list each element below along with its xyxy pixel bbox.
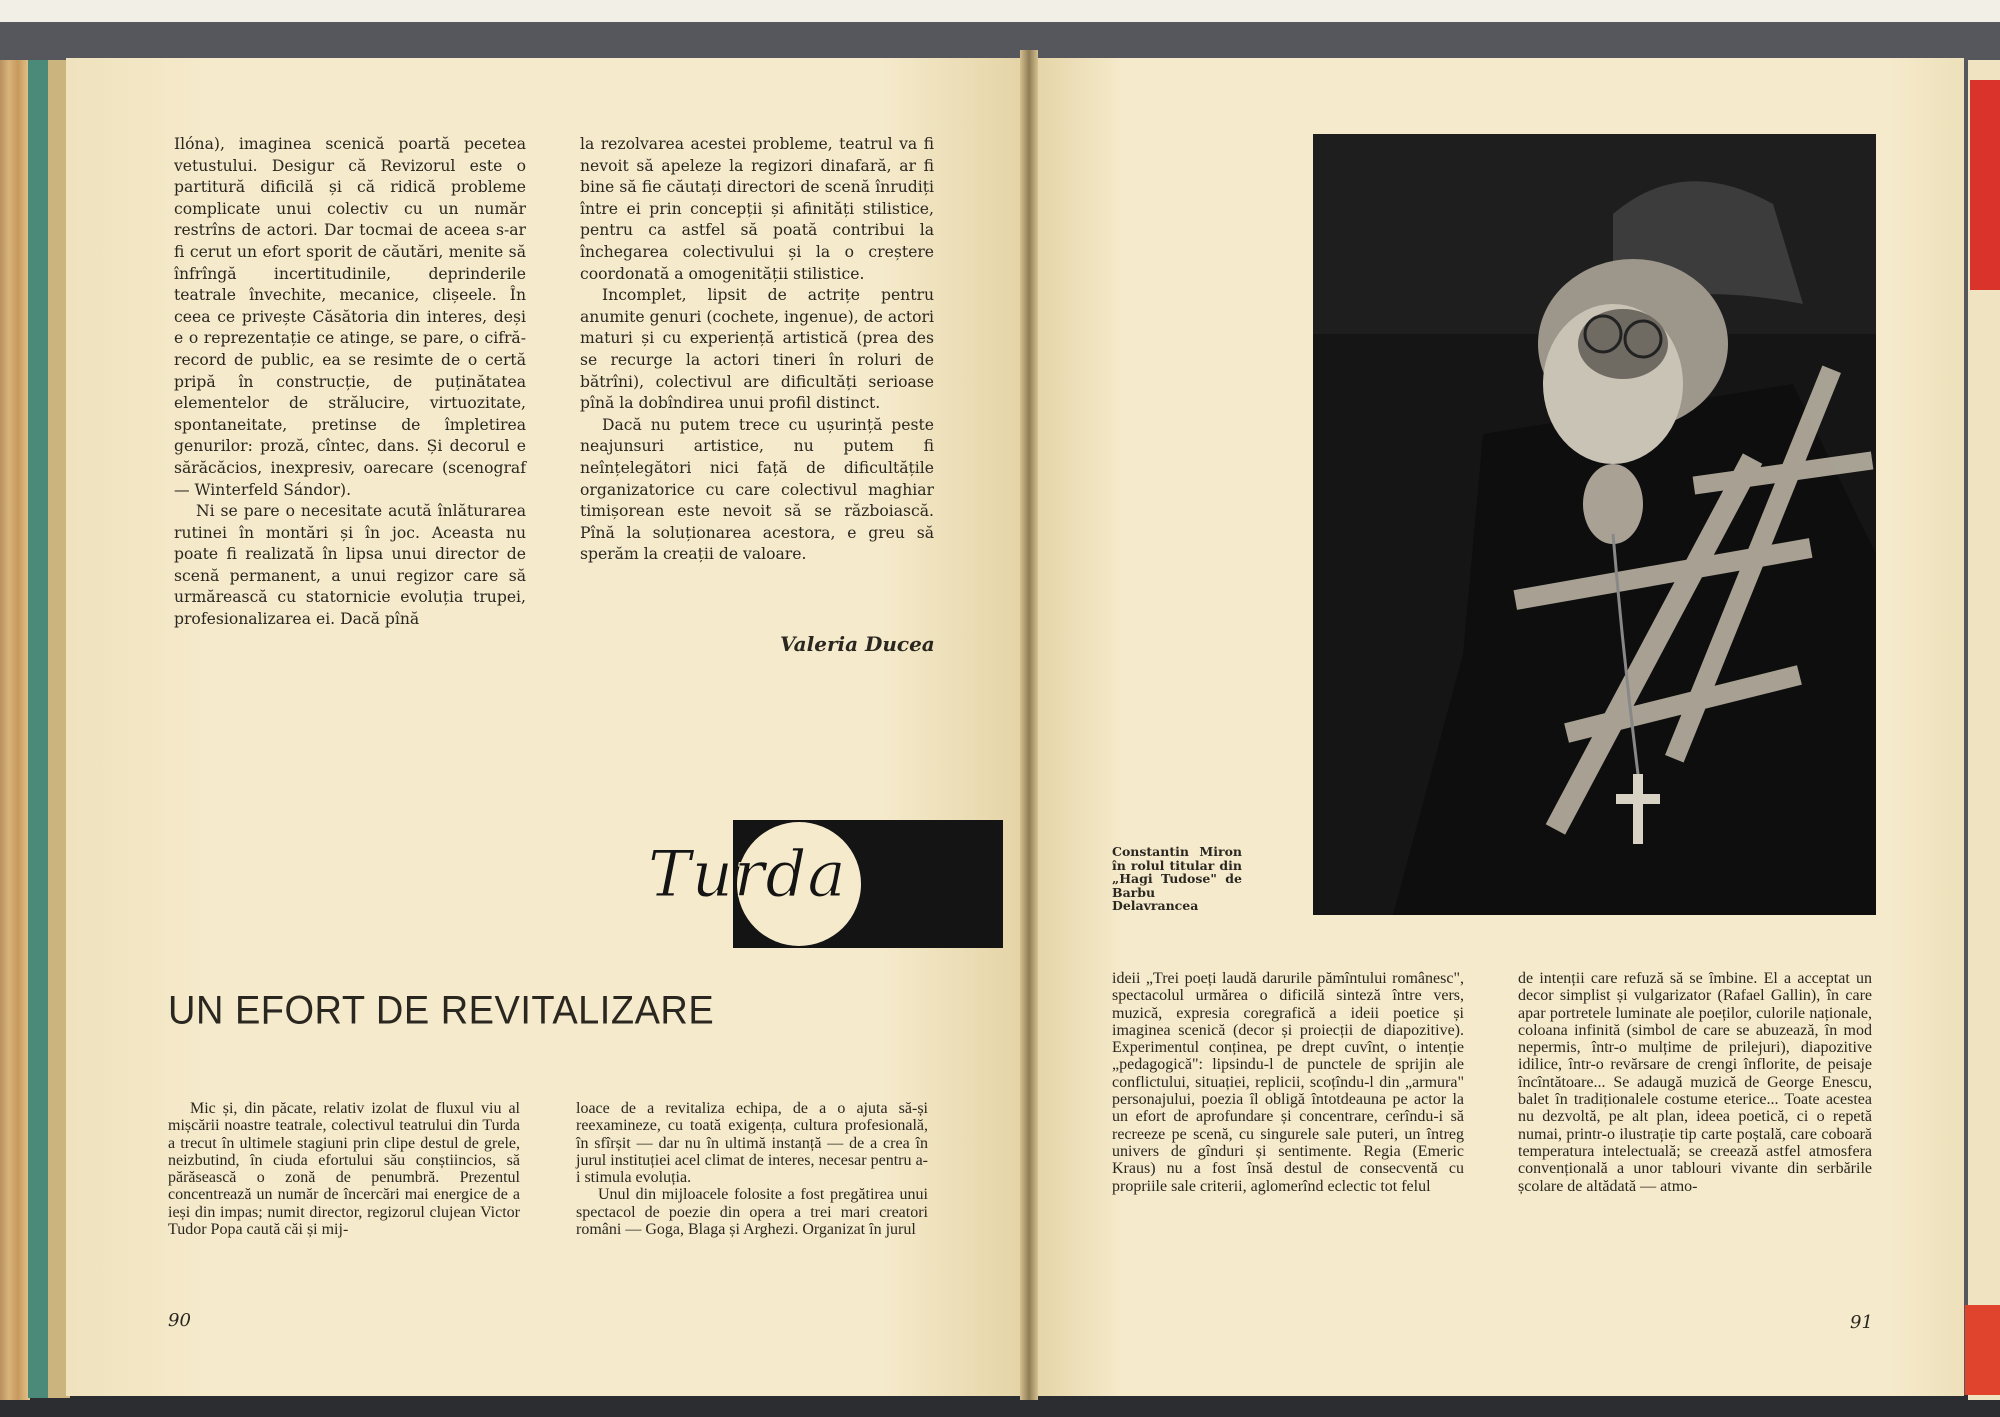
paragraph: ideii „Trei poeți laudă darurile pămîntului românesc", spectacolul urmărea o dificilă sinteză între vers, muzică, expresia coregrafică a ideii poetice și imaginea scenică (decor și proiecții de diapozitive). Experimentul conținea, pe drept cuvînt, o intenție „pedagogică": lipsindu-l de punctele de sprijin ale conflictului, situației, replicii, scoțîndu-l din „armura" personajului, poezia îl obligă întotdeauna pe actor la un efort de aprofundare și concentrare, cerîndu-i să recreeze pe scenă, cu singurele sale puteri, un întreg univers de gînduri și sentimente. Regia (Emeric Kraus) nu a fost însă destul de consecventă cu propriile sale criterii, aglomerînd eclectic tot felul (1112, 970, 1464, 1195)
scan-top-margin (0, 0, 2000, 22)
page-number-left: 90 (168, 1310, 191, 1331)
paragraph: Unul din mijloacele folosite a fost pregătirea unui spectacol de poezie din opera a trei mari creatori români — Goga, Blaga și Arghezi. Organizat în jurul (576, 1186, 928, 1239)
paragraph: de intenții care refuză să se îmbine. El a acceptat un decor simplist și vulgarizator (Rafael Gallin), în care apar portretele luminate ale poeților, culorile naționale, coloana infinită (simbol de care se abuzează, în mod nepermis, într-o mulțime de prilejuri), diapozitive idilice, într-o revărsare de crengi înflorite, de peisaje încîntătoare... Se adaugă muzică de George Enescu, balet în tradiționalele costume eterice... Toate acestea nu dezvoltă, pe alt plan, ideea poetică, ci o repetă numai, printr-o ilustrație tip carte poștală, care coboară temperatura intelectuală; se creează astfel atmosfera convențională a unor tablouri vivante din serbările școlare de altădată — atmo- (1518, 970, 1872, 1195)
paragraph: Ni se pare o necesitate acută înlăturarea rutinei în montări și în joc. Aceasta nu poate fi realizată în lipsa unui director de scenă permanent, a unui regizor care să urmărească cu statornicie evoluția trupei, profesionalizarea ei. Dacă pînă (174, 502, 526, 629)
author-signature: Valeria Ducea (780, 632, 935, 656)
actor-photo-illustration (1313, 134, 1876, 915)
left-column-2 (580, 134, 934, 566)
bottom-edge (0, 1395, 2000, 1417)
photo-caption: Constantin Miron în rolul titular din „Hagi Tudose" de Barbu Delavrancea (1112, 844, 1242, 913)
paragraph: Ilóna), imaginea scenică poartă pecetea vetustului. Desigur că Revizorul este o partitură dificilă și că ridică probleme complicate unui colectiv cu un număr restrîns de actori. Dar tocmai de aceea s-ar fi cerut un efort sporit de căutări, menite să înfrîngă incertitudinile, deprinderile teatrale învechite, mecanice, clișeele. În ceea ce privește Căsătoria din interes, deși e o reprezentație ce atinge, se pare, o cifră-record de public, ea se resimte de o certă pripă în construcție, de puținătatea elementelor de strălucire, virtuozitate, spontaneitate, pretinse de împletirea genurilor: proză, cîntec, dans. Și decorul e sărăcăcios, inexpresiv, oarecare (scenograf — Winterfeld Sándor). (174, 135, 526, 499)
paragraph: Incomplet, lipsit de actrițe pentru anumite genuri (cochete, ingenue), de actori maturi și cu experiență artistică (prea des se recurge la actori tineri în roluri de bătrîni), colectivul are dificultăți serioase pînă la dobîndirea unui profil distinct. (580, 286, 934, 413)
page-edge-green (28, 60, 48, 1398)
paragraph: la rezolvarea acestei probleme, teatrul va fi nevoit să apeleze la regizori dinafară, ar fi bine să fie căutați directori de scenă înrudiți între ei prin concepții și afinități stilistice, pentru ca astfel să poată contribui la închegarea colectivului și la o creștere coordonată a omogenității stilistice. (580, 135, 934, 283)
article-column-2 (576, 1100, 928, 1238)
article-column-4 (1518, 970, 1872, 1195)
paragraph: Mic și, din păcate, relativ izolat de fluxul viu al mișcării noastre teatrale, colectivul teatrului din Turda a trecut în ultimele stagiuni prin clipe destul de grele, neizbutind, în ciuda efortului său conștiincios, să părăsească o zonă de penumbră. Prezentul concentrează un număr de încercări mai energice de a ieși din impas; numit director, regizorul clujean Victor Tudor Popa caută căi și mij- (168, 1100, 520, 1239)
red-edge-marker (1970, 80, 2000, 290)
left-column-1 (174, 134, 526, 631)
article-column-1 (168, 1100, 520, 1238)
book-gutter (1020, 50, 1038, 1400)
article-headline: UN EFORT DE REVITALIZARE (168, 988, 715, 1034)
red-edge-marker-bottom (1965, 1305, 2000, 1395)
paragraph: loace de a revitaliza echipa, de a o ajuta să-și reexamineze, cu toată exigența, cultura profesională, în sfîrșit — dar nu în ultimă instanță — de a crea în jurul instituției acel climat de interes, necesar pentru a-i stimula evoluția. (576, 1100, 928, 1187)
paragraph: Dacă nu putem trece cu ușurință peste neajunsuri artistice, nu putem fi neînțelegători nici față de dificultățile organizatorice cu care colectivul maghiar timișorean este nevoit să se războiască. Pînă la soluționarea acestora, e greu să sperăm la creații de valoare. (580, 415, 934, 564)
article-column-3 (1112, 970, 1464, 1195)
page-number-right: 91 (1850, 1312, 1873, 1333)
book-spine (0, 60, 30, 1400)
city-banner-title: Turda (648, 838, 847, 912)
theatre-photo (1313, 134, 1876, 915)
